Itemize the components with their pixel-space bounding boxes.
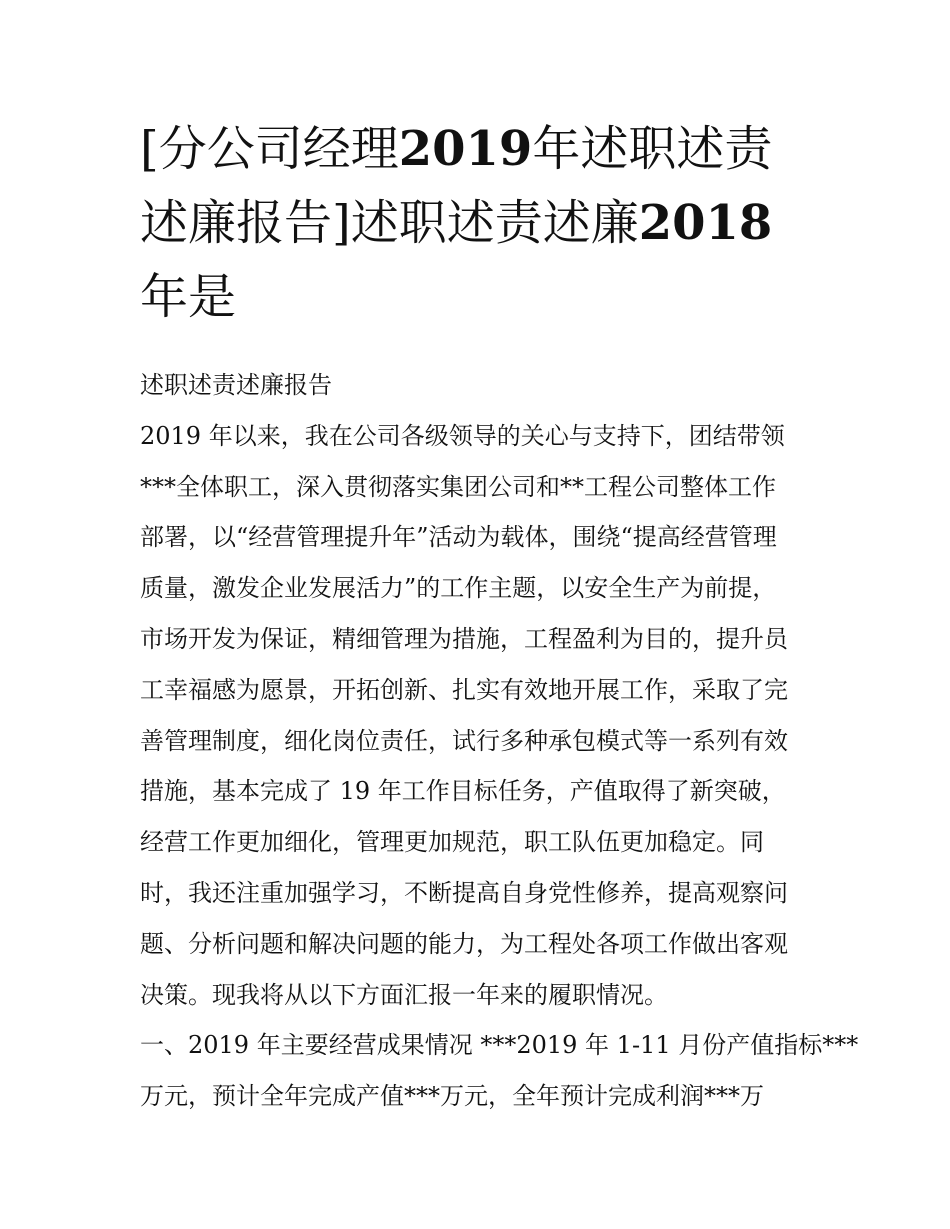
paragraph-line: 决策。现我将从以下方面汇报一年来的履职情况。 bbox=[140, 980, 668, 1009]
paragraph-line: 善管理制度，细化岗位责任，试行多种承包模式等一系列有效 bbox=[140, 726, 788, 755]
paragraph-line: 2019 年以来，我在公司各级领导的关心与支持下，团结带领 bbox=[140, 421, 785, 450]
paragraph-line: 措施，基本完成了 19 年工作目标任务，产值取得了新突破， bbox=[140, 777, 786, 806]
paragraph-line: 质量，激发企业发展活力”的工作主题，以安全生产为前提， bbox=[140, 574, 777, 603]
title-segment: 述廉报告]述职述责述廉 bbox=[140, 195, 639, 251]
paragraph-line: 一、2019 年主要经营成果情况 ***2019 年 1-11 月份产值指标*** bbox=[140, 1031, 859, 1060]
paragraph-line: 工幸福感为愿景，开拓创新、扎实有效地开展工作，采取了完 bbox=[140, 675, 788, 704]
title-year: 2018 bbox=[638, 195, 773, 251]
title-line-3 bbox=[140, 260, 840, 334]
paragraph-line: 经营工作更加细化，管理更加规范，职工队伍更加稳定。同 bbox=[140, 828, 764, 857]
title-year: 2019 bbox=[398, 121, 533, 177]
title-line-1 bbox=[140, 112, 840, 186]
document-title bbox=[140, 112, 840, 334]
document-body bbox=[140, 360, 859, 1122]
paragraph-line: 市场开发为保证，精细管理为措施，工程盈利为目的，提升员 bbox=[140, 624, 788, 653]
title-line-2 bbox=[140, 186, 840, 260]
paragraph-line: ***全体职工，深入贯彻落实集团公司和**工程公司整体工作 bbox=[140, 472, 776, 501]
paragraph-line: 部署，以“经营管理提升年”活动为载体，围绕“提高经营管理 bbox=[140, 523, 777, 552]
title-segment: 年是 bbox=[140, 269, 237, 325]
paragraph-line: 万元，预计全年完成产值***万元，全年预计完成利润***万 bbox=[140, 1082, 764, 1111]
paragraph-line: 时，我还注重加强学习，不断提高自身党性修养，提高观察问 bbox=[140, 878, 788, 907]
title-segment: 年述职述责 bbox=[532, 121, 773, 177]
title-segment: [分公司经理 bbox=[140, 121, 399, 177]
paragraph-line: 题、分析问题和解决问题的能力，为工程处各项工作做出客观 bbox=[140, 929, 788, 958]
subtitle: 述职述责述廉报告 bbox=[140, 371, 332, 399]
